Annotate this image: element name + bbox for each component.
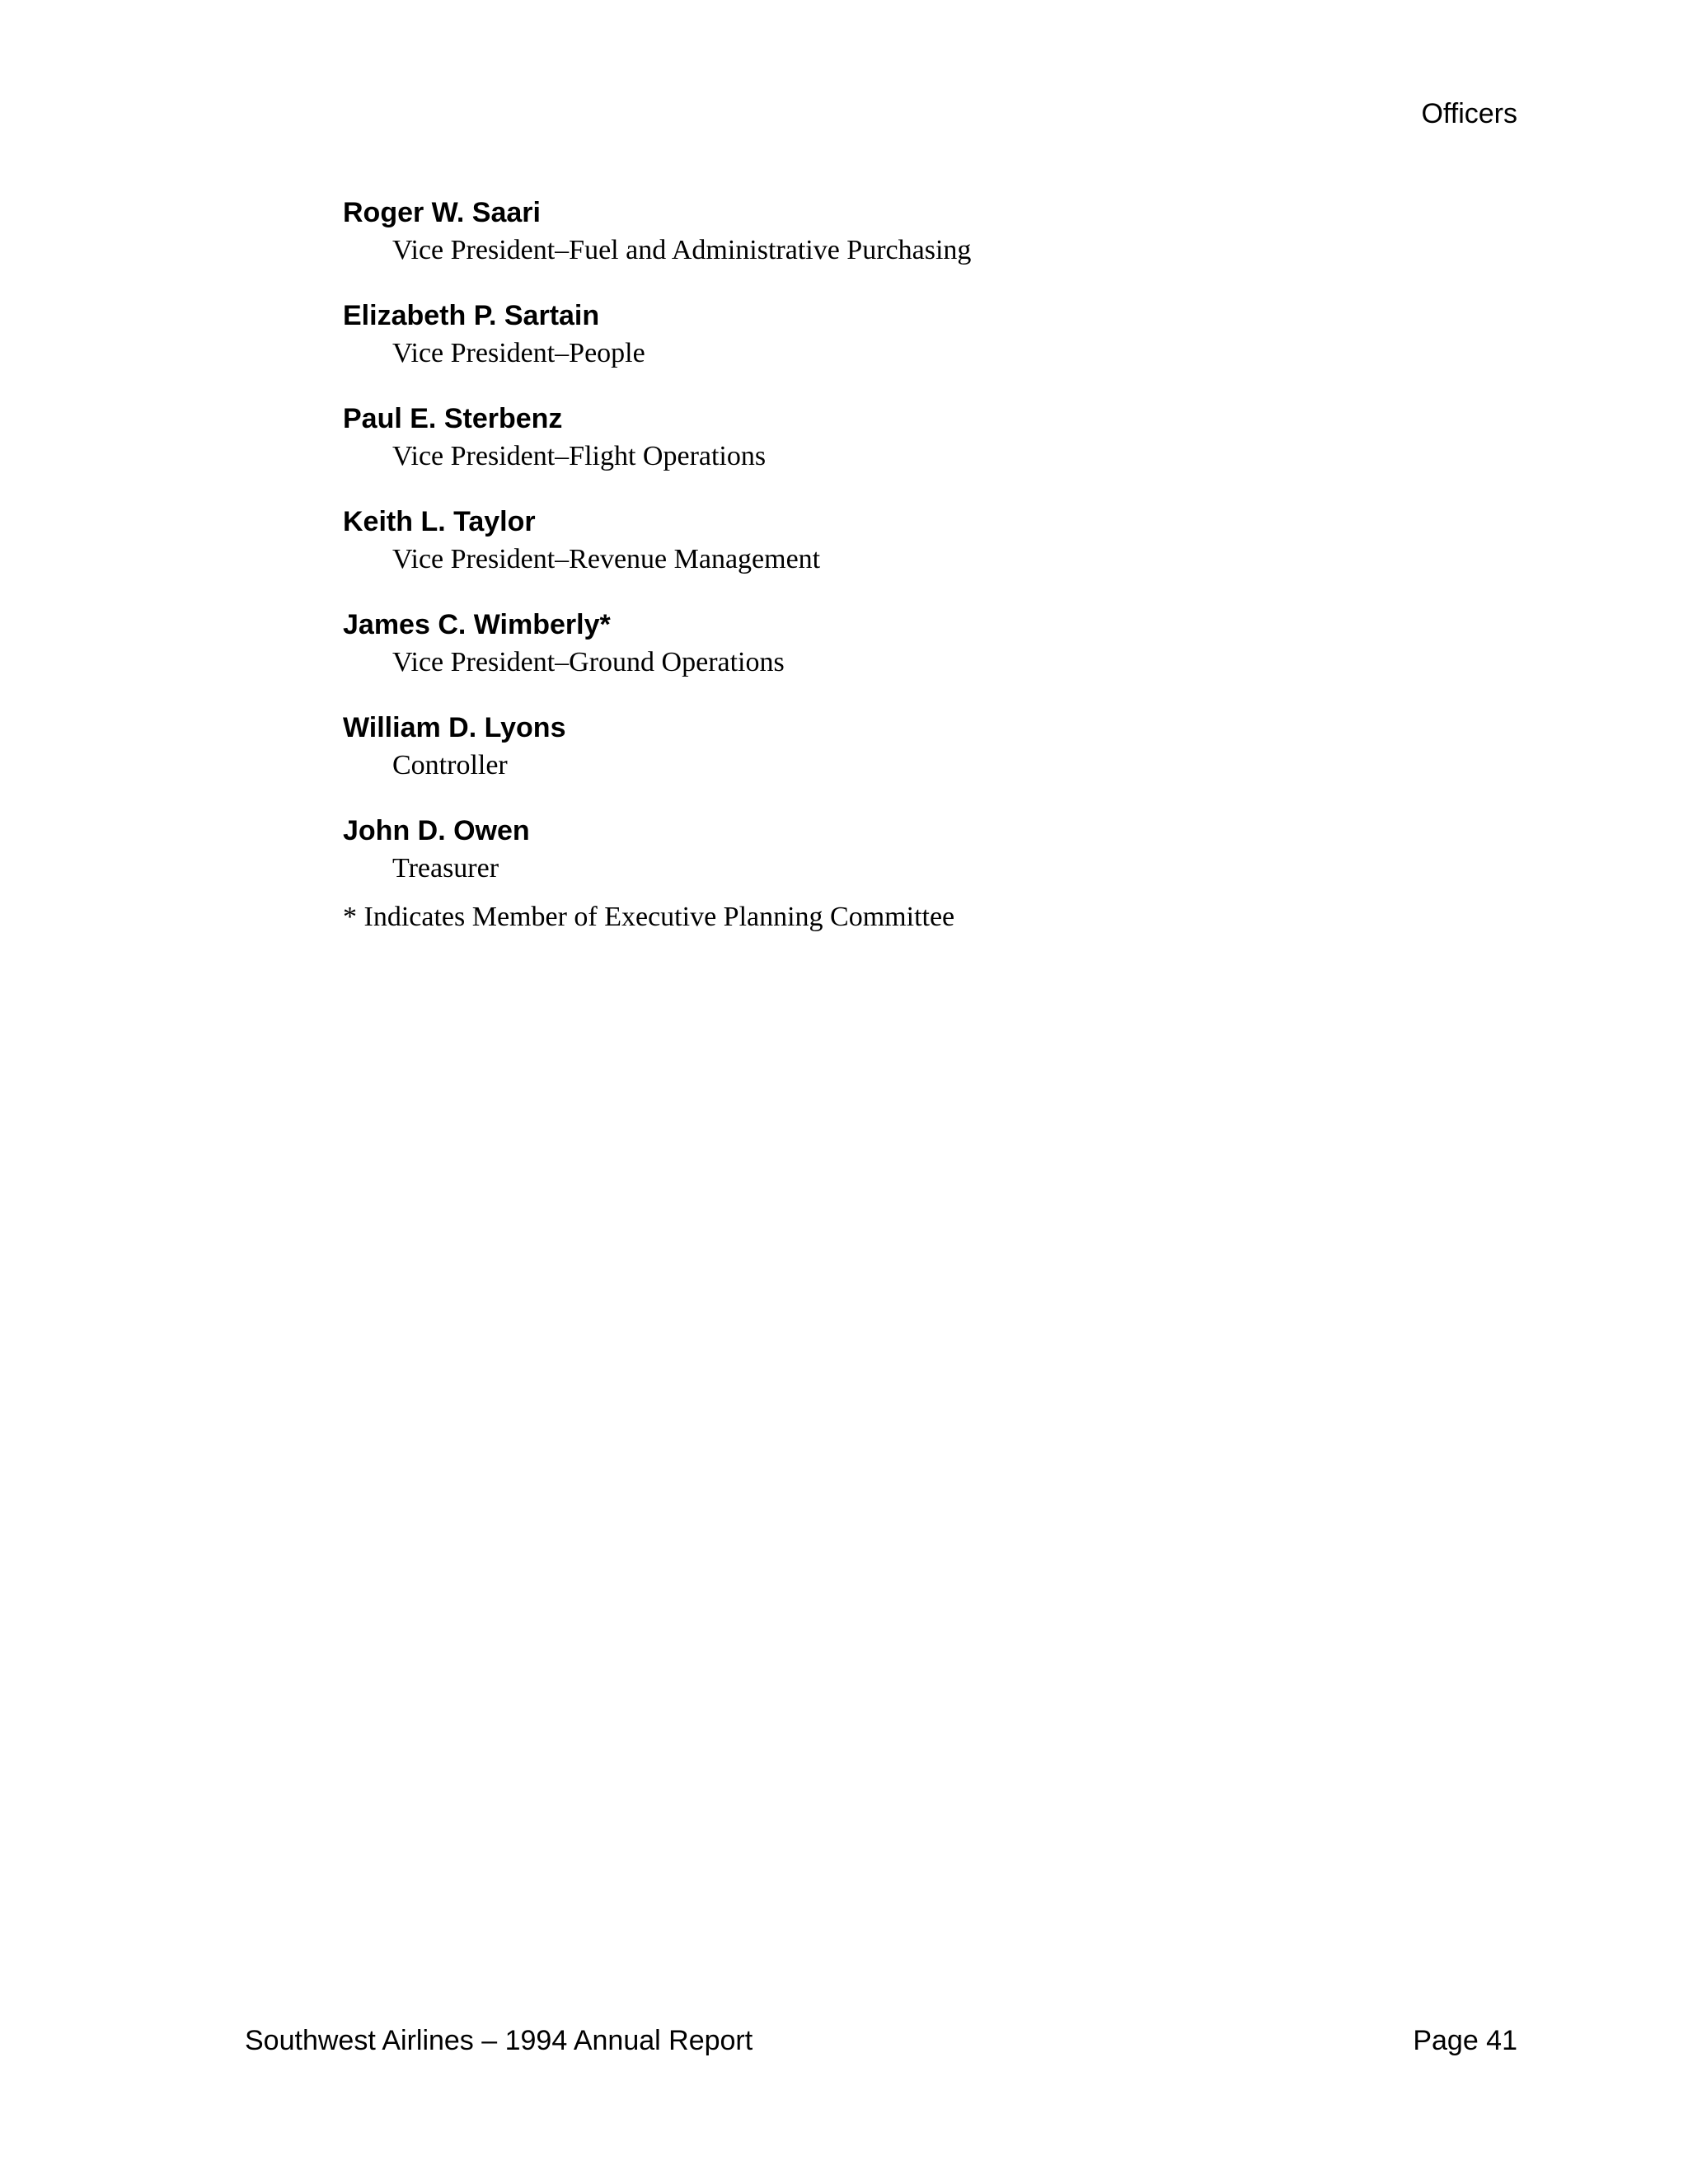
page-number: Page 41 [1413,2025,1517,2056]
officer-entry [343,711,1497,814]
officer-name: William D. Lyons [343,712,566,743]
officer-title: Vice President–People [392,338,645,368]
officer-entry [343,608,1497,711]
page-section-title: Officers [1421,98,1517,129]
officers-list [343,196,1497,917]
officer-name: John D. Owen [343,815,530,846]
officer-title: Controller [392,750,508,780]
officer-title: Vice President–Ground Operations [392,647,785,677]
officer-entry [343,299,1497,402]
officer-name: Keith L. Taylor [343,506,536,537]
officer-entry [343,402,1497,505]
officer-title: Vice President–Revenue Management [392,544,821,574]
officer-entry [343,196,1497,299]
officer-title: Treasurer [392,853,499,883]
officer-title: Vice President–Flight Operations [392,441,767,471]
officer-name: James C. Wimberly* [343,609,611,640]
officer-name: Elizabeth P. Sartain [343,300,600,331]
officer-title: Vice President–Fuel and Administrative Purchasing [392,235,972,265]
footnote: * Indicates Member of Executive Planning Committee [343,902,955,932]
officer-entry [343,505,1497,608]
officer-name: Paul E. Sterbenz [343,403,563,434]
footer-report-title: Southwest Airlines – 1994 Annual Report [245,2025,753,2056]
officer-name: Roger W. Saari [343,197,541,228]
